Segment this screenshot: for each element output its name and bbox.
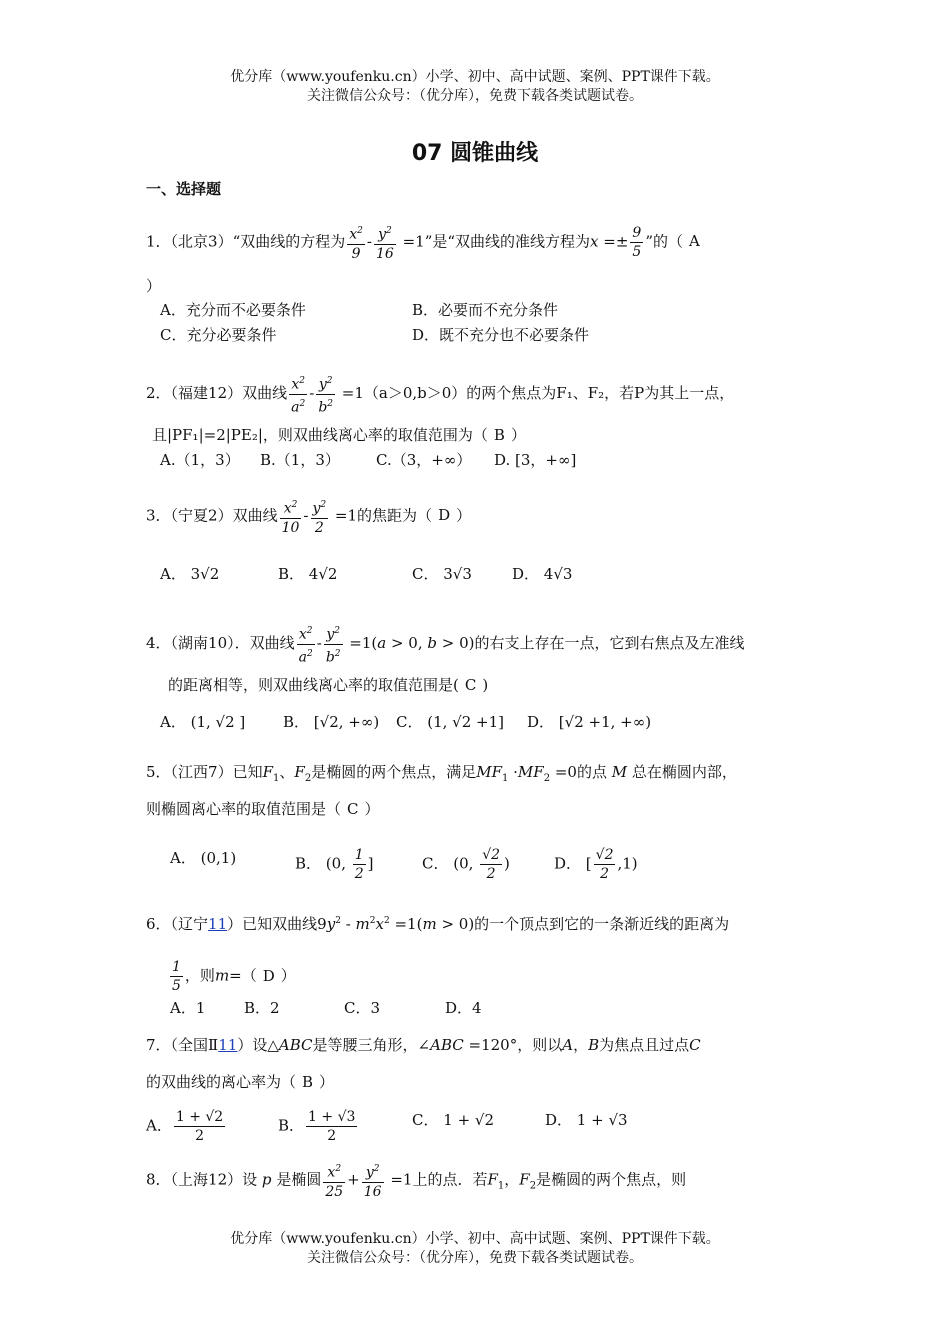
q6-prefix: 6．（辽宁 (146, 915, 209, 933)
q6-suffix: 的一个顶点到它的一条渐近线的距离为 (474, 915, 730, 933)
q1-frac-y: $\frac{y^2}{16}$ (374, 222, 396, 263)
question-5: 5．（江西7）已知$F_1$、$F_2$是椭圆的两个焦点，满足$MF_1 \cdot MF_2 =0$的点 M 总在椭圆内部， (146, 763, 737, 784)
q8-prefix: 8．（上海12）设 (146, 1170, 258, 1189)
q1-suffix: ”的（ (645, 232, 684, 251)
question-1: 1．（北京3）“双曲线的方程为 $\frac{x^2}{9}$ - $\frac{y^2}{16}$ =1”是“双曲线的准线方程为x =± $\frac{9}{5}$ ”的（ A (146, 222, 706, 263)
q6-mid: ）已知双曲线 (227, 915, 318, 933)
q6-answer: D (262, 966, 275, 985)
q4-frac-x: $\frac{x^2}{a^2}$ (297, 622, 315, 666)
q2-option-d: D. [3，+∞] (494, 451, 577, 469)
q3-option-d-label: D． (512, 565, 540, 583)
q4-line2-text: 的距离相等，则双曲线离心率的取值范围是( (168, 676, 459, 694)
q1-option-a: A．充分而不必要条件 (160, 301, 306, 319)
q4-answer: C (464, 676, 477, 694)
q7-option-b: B． $\frac{1 + √3}{2}$ (278, 1109, 356, 1144)
q7-suffix: ，则以 (517, 1036, 563, 1054)
q2-option-b: B.（1，3） (260, 451, 340, 469)
q1-option-c: C．充分必要条件 (160, 326, 277, 344)
q3-option-b: B． 4√2 (278, 565, 338, 583)
q5-option-c-label: C． (422, 854, 449, 873)
q6-line2: $\frac{1}{5}$ ，则m=（ D ） (172, 959, 296, 994)
q2-option-a: A.（1，3） (160, 451, 240, 469)
q6-option-a: A．1 (170, 999, 206, 1017)
question-6: 6．（辽宁11）已知双曲线$9y^2 - m^2x^2 =1(m > 0)$的一个顶点到它的一条渐近线的距离为 (146, 915, 730, 933)
q2-frac-x: $\frac{x^2}{a^2}$ (289, 372, 307, 416)
q2-option-c: C.（3，+∞） (376, 451, 472, 469)
q6-eq: =（ (229, 966, 257, 985)
q1-option-b: B．必要而不充分条件 (412, 301, 559, 319)
q7-prefix: 7．（全国Ⅱ (146, 1036, 219, 1054)
q5-mid1: 是椭圆的两个焦点，满足 (311, 763, 477, 781)
q2-line2 (152, 423, 526, 447)
q1-answer: A (689, 232, 700, 251)
q5-option-b: B． (0, $\frac{1}{2}$ ] (295, 847, 374, 882)
q7-close: ） (319, 1073, 335, 1091)
q8-frac-x: $\frac{x^2}{25}$ (323, 1160, 345, 1201)
q3-close: ） (456, 506, 472, 525)
q3-mid: 的焦距为（ (357, 506, 433, 525)
q3-frac-y: $\frac{y^2}{2}$ (311, 496, 329, 537)
q4-prefix: 4．（湖南10）．双曲线 (146, 634, 295, 653)
q6-option-c: C．3 (344, 999, 381, 1017)
q7-link[interactable]: 11 (218, 1036, 238, 1054)
q4-frac-y: $\frac{y^2}{b^2}$ (324, 622, 343, 666)
q5-option-a-label: A． (170, 849, 196, 867)
q7-option-a-label: A． (146, 1116, 172, 1135)
q2-frac-y: $\frac{y^2}{b^2}$ (316, 372, 335, 416)
q3-option-c-label: C． (412, 565, 439, 583)
q3-option-a-label: A． (160, 565, 186, 583)
q5-option-c: C． (0, $\frac{√2}{2}$ ) (422, 847, 510, 882)
q3-frac-x: $\frac{x^2}{10}$ (280, 496, 302, 537)
q2-close: ） (510, 426, 526, 444)
q6-link[interactable]: 11 (208, 915, 228, 933)
q7-mid2: 是等腰三角形， (312, 1036, 418, 1054)
q6-close: ） (280, 966, 296, 985)
q5-option-d-label: D． (554, 854, 582, 873)
q4-option-b: B． [√2, +∞) (283, 713, 380, 731)
q3-prefix: 3．（宁夏2）双曲线 (146, 506, 278, 525)
q7-option-a: A． $\frac{1 + √2}{2}$ (146, 1109, 224, 1144)
q5-answer: C (347, 800, 359, 818)
q8-mid2: 上的点．若 (412, 1170, 488, 1189)
q5-close: ） (364, 800, 380, 818)
q4-option-d-label: D． (527, 713, 555, 731)
q5-mid2: 的点 (576, 763, 607, 781)
q1-prefix: 1．（北京3）“双曲线的方程为 (146, 232, 346, 251)
q5-line2 (146, 797, 380, 821)
q1-mid: ”是“双曲线的准线方程为 (424, 232, 591, 251)
q3-option-c: C． 3√3 (412, 565, 472, 583)
question-3: 3．（宁夏2）双曲线 $\frac{x^2}{10}$ - $\frac{y^2}{2}$ =1的焦距为（ D ） (146, 496, 471, 537)
q4-option-a: A． (1, √2 ] (160, 713, 246, 731)
q4-close: ) (482, 676, 489, 694)
q4-option-b-label: B． (283, 713, 310, 731)
question-7: 7．（全国Ⅱ11）设△ABC是等腰三角形，∠ABC =120°，则以A，B为焦点且过点C (146, 1036, 701, 1054)
q5-option-d: D． [ $\frac{√2}{2}$ ,1) (554, 847, 638, 882)
q7-option-c-label: C． (412, 1111, 439, 1129)
q4-option-c: C． (1, √2 +1] (396, 713, 505, 731)
q4-option-a-label: A． (160, 713, 186, 731)
q3-option-a: A． 3√2 (160, 565, 220, 583)
q8-mid: 是椭圆 (276, 1170, 322, 1189)
q1-frac-x: $\frac{x^2}{9}$ (347, 222, 365, 263)
question-2: 2．（福建12）双曲线 $\frac{x^2}{a^2}$ - $\frac{y^2}{b^2}$ =1（a＞0,b＞0）的两个焦点为F₁、F₂，若P为其上一点， (146, 372, 734, 416)
q7-line2-text: 的双曲线的离心率为（ (146, 1073, 297, 1091)
q6-line2-text: ，则 (184, 966, 215, 985)
q2-mid: （a＞0,b＞0）的两个焦点为F₁、F₂，若P为其上一点， (363, 384, 735, 403)
question-8: 8．（上海12）设 p 是椭圆 $\frac{x^2}{25}$ + $\frac{y^2}{16}$ =1上的点．若$F_1$，$F_2$是椭圆的两个焦点，则 (146, 1160, 686, 1201)
header-line-1: 优分库（www.youfenku.cn）小学、初中、高中试题、案例、PPT课件下载。 (230, 69, 720, 85)
q4-option-c-label: C． (396, 713, 423, 731)
q1-close: ） (146, 277, 162, 295)
q8-frac-y: $\frac{y^2}{16}$ (362, 1160, 384, 1201)
page-title: 07 圆锥曲线 (411, 141, 539, 166)
q7-option-d-label: D． (545, 1111, 573, 1129)
q7-suffix2: 为焦点且过点 (599, 1036, 690, 1054)
q7-answer: B (302, 1073, 314, 1091)
q5-suffix: 总在椭圆内部， (631, 763, 737, 781)
footer-line-2: 关注微信公众号：（优分库），免费下载各类试题试卷。 (307, 1250, 643, 1266)
header-line-2: 关注微信公众号：（优分库），免费下载各类试题试卷。 (307, 88, 643, 104)
section-heading: 一、选择题 (146, 180, 222, 198)
q1-option-d: D．既不充分也不必要条件 (412, 326, 590, 344)
q4-mid: 的右支上存在一点，它到右焦点及左准线 (474, 634, 745, 653)
q5-prefix: 5．（江西7）已知 (146, 763, 263, 781)
q2-line2-text: 且|PF₁|=2|PE₂|，则双曲线离心率的取值范围为（ (152, 426, 488, 444)
q3-option-d: D． 4√3 (512, 565, 573, 583)
q7-option-b-label: B． (278, 1116, 305, 1135)
q5-option-b-label: B． (295, 854, 322, 873)
q6-frac-15: $\frac{1}{5}$ (172, 959, 181, 994)
q1-frac-95: $\frac{9}{5}$ (632, 224, 642, 260)
q8-suffix: 是椭圆的两个焦点，则 (536, 1170, 687, 1189)
q4-line2 (168, 673, 488, 697)
q7-option-d: D． 1 + √3 (545, 1111, 628, 1129)
question-4: 4．（湖南10）．双曲线 $\frac{x^2}{a^2}$ - $\frac{y^2}{b^2}$ =1(a > 0, b > 0)的右支上存在一点，它到右焦点及左准线 (146, 622, 745, 666)
q6-option-d: D．4 (445, 999, 482, 1017)
q7-line2 (146, 1070, 334, 1094)
q2-answer: B (493, 426, 505, 444)
q4-option-d: D． [√2 +1, +∞) (527, 713, 652, 731)
q2-prefix: 2．（福建12）双曲线 (146, 384, 288, 403)
q7-mid: ）设△ (237, 1036, 279, 1054)
q5-line2-text: 则椭圆离心率的取值范围是（ (146, 800, 342, 818)
q3-option-b-label: B． (278, 565, 305, 583)
q7-option-c: C． 1 + √2 (412, 1111, 495, 1129)
q5-option-a: A． (0,1) (170, 849, 237, 867)
q6-option-b: B．2 (244, 999, 280, 1017)
q3-answer: D (438, 506, 451, 525)
footer-line-1: 优分库（www.youfenku.cn）小学、初中、高中试题、案例、PPT课件下载。 (230, 1231, 720, 1247)
